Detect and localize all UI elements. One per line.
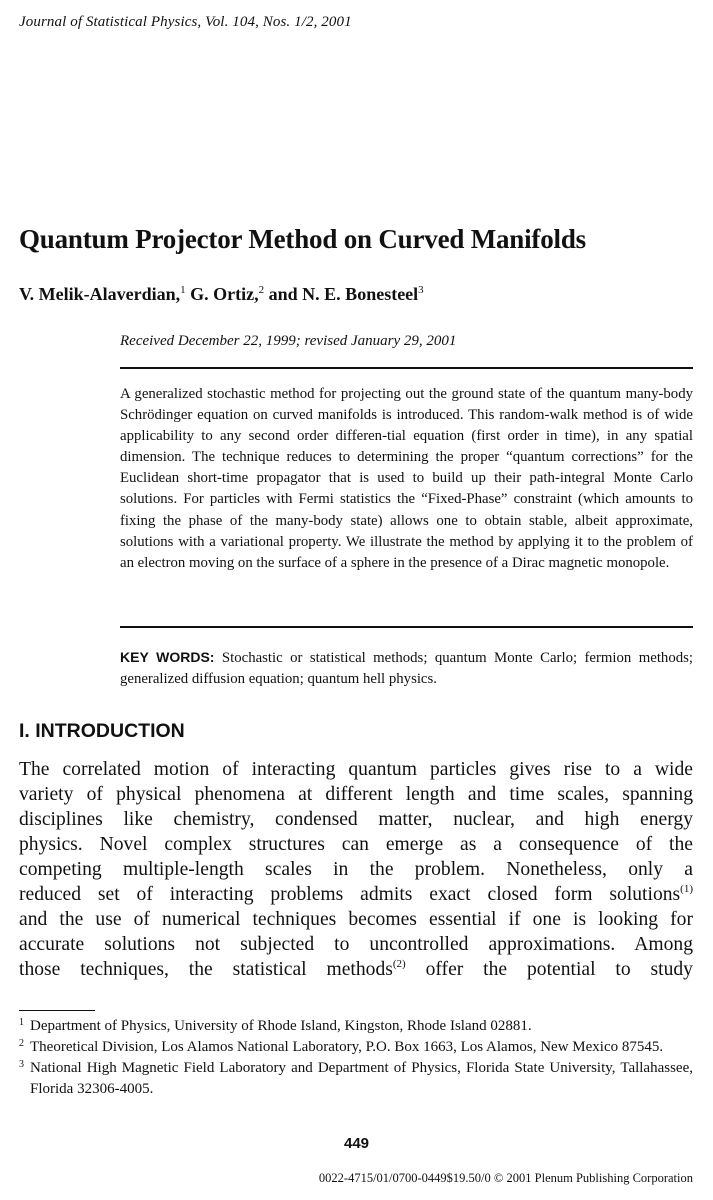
footnote-rule <box>19 1010 95 1011</box>
body-line: physics. Novel complex structures can emerge as a consequence of the <box>19 834 693 855</box>
footnote-mark: 2 <box>19 1038 24 1049</box>
body-line: competing multiple-length scales in the problem. Nonetheless, only a <box>19 859 693 880</box>
body-line: and the use of numerical techniques becomes essential if one is looking for <box>19 909 693 930</box>
body-line-text: offer the potential to study <box>425 959 693 980</box>
author-affiliation-mark: 3 <box>418 284 424 296</box>
keywords-label: KEY WORDS: <box>120 649 215 665</box>
author-name: V. Melik-Alaverdian, <box>19 284 181 304</box>
author-list <box>19 284 424 305</box>
footnote <box>19 1037 693 1058</box>
body-line <box>19 957 693 982</box>
body-text <box>19 757 693 982</box>
keywords <box>120 647 693 690</box>
footnote-mark: 1 <box>19 1017 24 1028</box>
footnotes <box>19 1016 693 1100</box>
journal-header: Journal of Statistical Physics, Vol. 104, Nos. 1/2, 2001 <box>19 14 352 30</box>
author-affiliation-mark: 2 <box>258 284 265 296</box>
author-name: G. Ortiz, <box>190 284 259 304</box>
author-name: and N. E. Bonesteel <box>268 284 419 304</box>
abstract: A generalized stochastic method for projecting out the ground state of the quantum many-body Schrödinger equation on curved manifolds is introduced. This random-walk method is of wide applicability to any second order differen-tial equation (first order in time), in any spatial dimension. The technique reduces to determining the proper “quantum corrections” for the Euclidean short-time propagator that is used to build up their path-integral Monte Carlo solutions. For particles with Fermi statistics the “Fixed-Phase” constraint (which amounts to fixing the phase of the many-body state) allows one to obtain stable, albeit approximate, solutions with a variational property. We illustrate the method by applying it to the problem of an electron moving on the surface of a sphere in the presence of a Dirac magnetic monopole. <box>120 386 693 571</box>
body-line: variety of physical phenomena at different length and time scales, spanning <box>19 784 693 805</box>
body-line: accurate solutions not subjected to uncontrolled approximations. Among <box>19 934 693 955</box>
author-affiliation-mark: 1 <box>180 284 186 296</box>
citation: (2) <box>392 958 406 970</box>
footnote-text: Department of Physics, University of Rhode Island, Kingston, Rhode Island 02881. <box>30 1018 532 1034</box>
keywords-text: Stochastic or statistical methods; quantum Monte Carlo; fermion methods; generalized diffusion equation; quantum hell physics. <box>120 650 693 687</box>
received-dates: Received December 22, 1999; revised January 29, 2001 <box>120 333 457 349</box>
abstract-bottom-rule <box>120 626 693 628</box>
footnote-text: National High Magnetic Field Laboratory and Department of Physics, Florida State University, Tallahassee, Florida 32306-4005. <box>30 1060 693 1097</box>
body-line <box>19 882 693 907</box>
footnote <box>19 1058 693 1100</box>
section-heading: I. INTRODUCTION <box>19 720 185 742</box>
copyright-line: 0022-4715/01/0700-0449$19.50/0 © 2001 Plenum Publishing Corporation <box>318 1171 693 1185</box>
page-number: 449 <box>343 1135 370 1152</box>
body-line: The correlated motion of interacting quantum particles gives rise to a wide <box>19 759 693 780</box>
footnote-mark: 3 <box>19 1059 24 1070</box>
footnote <box>19 1016 693 1037</box>
body-line-text: reduced set of interacting problems admits exact closed form solutions <box>19 884 681 905</box>
footnote-text: Theoretical Division, Los Alamos National Laboratory, P.O. Box 1663, Los Alamos, New Mexico 87545. <box>30 1039 664 1055</box>
body-line: disciplines like chemistry, condensed matter, nuclear, and high energy <box>19 809 693 830</box>
body-line-text: those techniques, the statistical methods <box>19 959 393 980</box>
abstract-top-rule <box>120 367 693 369</box>
paper-title: Quantum Projector Method on Curved Manifolds <box>19 224 586 254</box>
citation: (1) <box>680 883 693 895</box>
